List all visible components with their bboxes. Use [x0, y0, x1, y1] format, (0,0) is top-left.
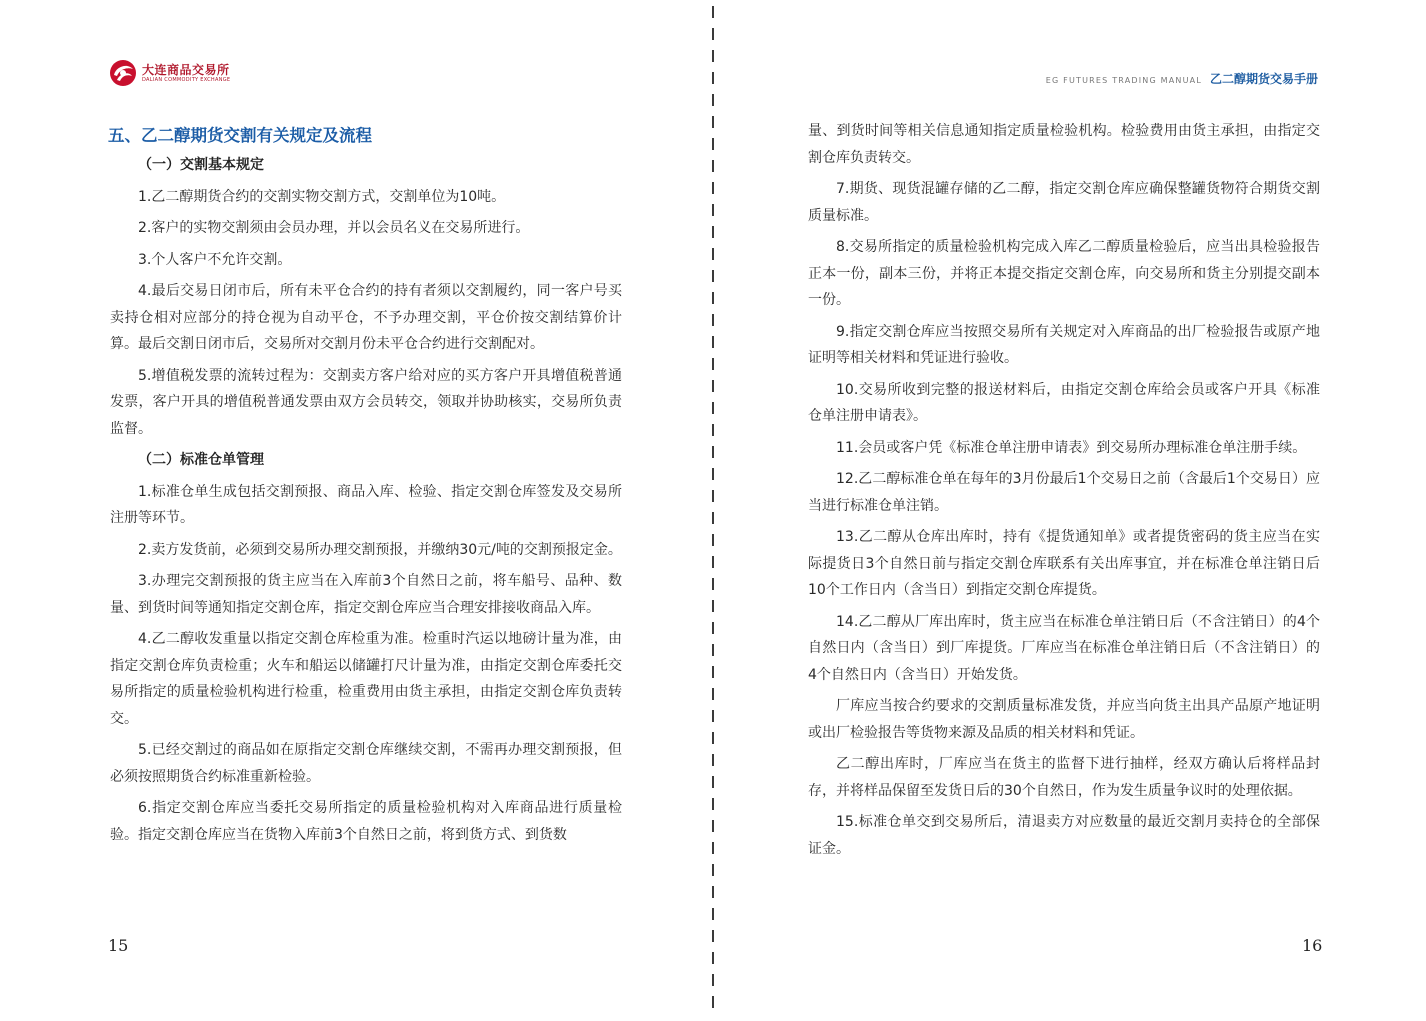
logo-cn: 大连商品交易所 [142, 62, 230, 77]
right-text-block [808, 118, 1320, 867]
paragraph: 13.乙二醇从仓库出库时，持有《提货通知单》或者提货密码的货主应当在实际提货日3个自然日前与指定交割仓库联系有关出库事宜，并在标准仓单注销日后10个工作日内（含当日）到指定交割仓库提货。 [808, 529, 1320, 598]
paragraph: 2.卖方发货前，必须到交易所办理交割预报，并缴纳30元/吨的交割预报定金。 [138, 541, 622, 558]
paragraph: 5.增值税发票的流转过程为：交割卖方客户给对应的买方客户开具增值税普通发票，客户开具的增值税普通发票由双方会员转交，领取并协助核实，交易所负责监督。 [110, 367, 622, 437]
section-title: 五、乙二醇期货交割有关规定及流程 [108, 126, 372, 145]
manual-title-cn: 乙二醇期货交易手册 [1209, 72, 1318, 86]
paragraph: 8.交易所指定的质量检验机构完成入库乙二醇质量检验后，应当出具检验报告正本一份，副本三份，并将正本提交指定交割仓库，向交易所和货主分别提交副本一份。 [808, 239, 1320, 308]
paragraph: 2.客户的实物交割须由会员办理，并以会员名义在交易所进行。 [138, 220, 530, 236]
paragraph: 11.会员或客户凭《标准仓单注册申请表》到交易所办理标准仓单注册手续。 [836, 439, 1307, 456]
paragraph: 3.个人客户不允许交割。 [138, 251, 292, 268]
paragraph: 9.指定交割仓库应当按照交易所有关规定对入库商品的出厂检验报告或原产地证明等相关材料和凭证进行验收。 [808, 323, 1320, 366]
paragraph: 6.指定交割仓库应当委托交易所指定的质量检验机构对入库商品进行质量检验。指定交割仓库应当在货物入库前3个自然日之前，将到货方式、到货数 [110, 800, 622, 843]
exchange-logo [108, 58, 230, 88]
paragraph: 15.标准仓单交到交易所后，清退卖方对应数量的最近交割月卖持仓的全部保证金。 [808, 814, 1320, 857]
paragraph: 5.已经交割过的商品如在原指定交割仓库继续交割，不需再办理交割预报，但必须按照期货合约标准重新检验。 [110, 742, 622, 785]
paragraph: 4.最后交易日闭市后，所有未平仓合约的持有者须以交割履约，同一客户号买卖持仓相对应部分的持仓视为自动平仓，不予办理交割，平仓价按交割结算价计算。最后交割日闭市后，交易所对交割月份未平仓合约进行交割配对。 [110, 283, 622, 352]
page-number-right: 16 [1302, 936, 1323, 955]
subsection-heading: （二）标准仓单管理 [138, 452, 264, 468]
subsection-heading: （一）交割基本规定 [138, 157, 264, 173]
paragraph: 3.办理完交割预报的货主应当在入库前3个自然日之前，将车船号、品种、数量、到货时间等通知指定交割仓库，指定交割仓库应当合理安排接收商品入库。 [110, 573, 622, 616]
paragraph: 4.乙二醇收发重量以指定交割仓库检重为准。检重时汽运以地磅计量为准，由指定交割仓库负责检重；火车和船运以储罐打尺计量为准，由指定交割仓库委托交易所指定的质量检验机构进行检重，检重费用由货主承担，由指定交割仓库负责转交。 [110, 631, 622, 727]
paragraph: 1.标准仓单生成包括交割预报、商品入库、检验、指定交割仓库签发及交易所注册等环节。 [110, 483, 622, 526]
logo-en: DALIAN COMMODITY EXCHANGE [142, 76, 231, 83]
paragraph: 7.期货、现货混罐存储的乙二醇，指定交割仓库应确保整罐货物符合期货交割质量标准。 [808, 181, 1320, 224]
logo-text [142, 64, 230, 83]
paragraph: 1.乙二醇期货合约的交割实物交割方式，交割单位为10吨。 [138, 188, 506, 205]
paragraph: 厂库应当按合约要求的交割质量标准发货，并应当向货主出具产品原产地证明或出厂检验报告等货物来源及品质的相关材料和凭证。 [808, 698, 1320, 741]
left-page [0, 0, 712, 1021]
paragraph-continued: 量、到货时间等相关信息通知指定质量检验机构。检验费用由货主承担，由指定交割仓库负责转交。 [808, 123, 1320, 166]
right-page [714, 0, 1426, 1021]
dce-logo-icon [108, 58, 138, 88]
manual-header [1046, 70, 1318, 87]
page-number-left: 15 [108, 936, 129, 955]
left-text-block [110, 152, 622, 853]
paragraph: 10.交易所收到完整的报送材料后，由指定交割仓库给会员或客户开具《标准仓单注册申请表》。 [808, 381, 1320, 424]
paragraph: 12.乙二醇标准仓单在每年的3月份最后1个交易日之前（含最后1个交易日）应当进行标准仓单注销。 [808, 471, 1320, 514]
paragraph: 乙二醇出库时，厂库应当在货主的监督下进行抽样，经双方确认后将样品封存，并将样品保留至发货日后的30个自然日，作为发生质量争议时的处理依据。 [808, 756, 1320, 799]
manual-title-en: EG FUTURES TRADING MANUAL [1045, 76, 1202, 85]
paragraph: 14.乙二醇从厂库出库时，货主应当在标准仓单注销日后（不含注销日）的4个自然日内（含当日）到厂库提货。厂库应当在标准仓单注销日后（不含注销日）的4个自然日内（含当日）开始发货。 [808, 613, 1320, 683]
